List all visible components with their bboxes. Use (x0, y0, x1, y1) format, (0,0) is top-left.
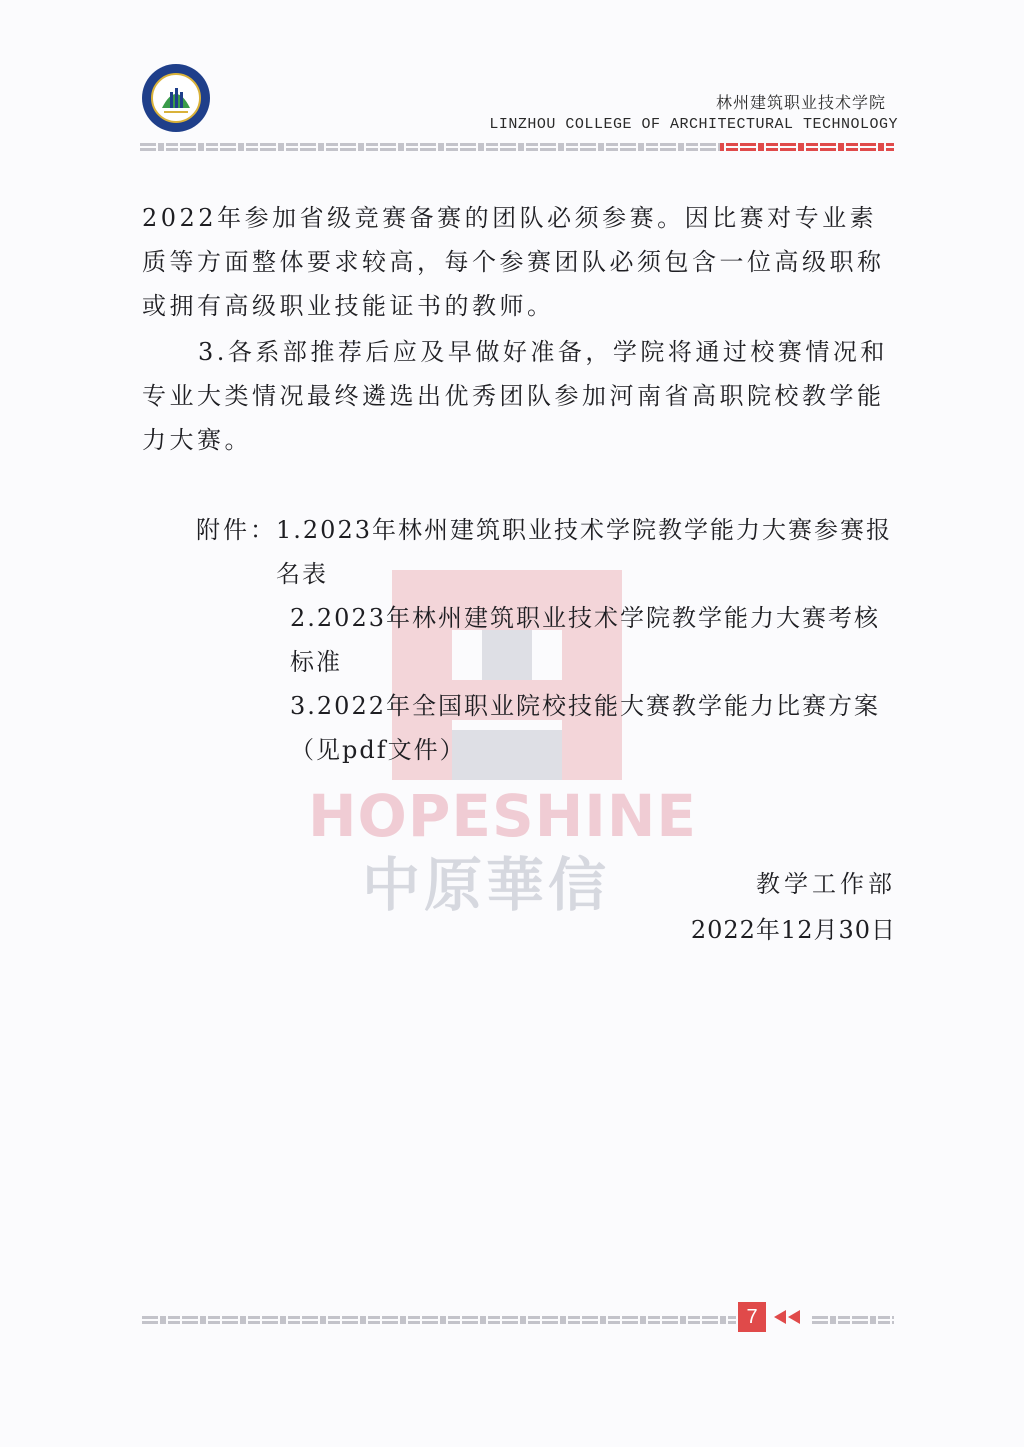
header-divider (140, 141, 894, 153)
body-paragraph-2: 3.各系部推荐后应及早做好准备，学院将通过校赛情况和专业大类情况最终遴选出优秀团队参加河南省高职院校教学能力大赛。 (142, 338, 888, 454)
footer-divider-tail (812, 1314, 894, 1326)
college-name-cn: 林州建筑职业技术学院 (715, 93, 886, 112)
body-paragraph-1: 2022年参加省级竞赛备赛的团队必须参赛。因比赛对专业素质等方面整体要求较高，每个参赛团队必须包含一位高级职称或拥有高级职业技能证书的教师。 (142, 204, 885, 320)
college-name-en: LINZHOU COLLEGE OF ARCHITECTURAL TECHNOLOGY (489, 116, 898, 133)
watermark-brand-cn: 中原華信 (362, 851, 611, 919)
attachment-item-3: 3.2022年全国职业院校技能大赛教学能力比赛方案（见pdf文件） (290, 692, 880, 764)
page-number: 7 (738, 1302, 766, 1332)
attachment-item-2: 2.2023年林州建筑职业技术学院教学能力大赛考核标准 (290, 604, 880, 676)
attachment-item-1: 1.2023年林州建筑职业技术学院教学能力大赛参赛报名表 (276, 516, 892, 588)
attachments-label: 附件： (196, 516, 277, 544)
signature-date: 2022年12月30日 (690, 916, 896, 944)
signature-department: 教学工作部 (756, 870, 896, 898)
footer-divider (142, 1314, 736, 1326)
double-left-arrow-icon (772, 1308, 806, 1326)
college-logo (140, 62, 212, 134)
watermark-brand-en: HOPESHINE (308, 782, 698, 850)
